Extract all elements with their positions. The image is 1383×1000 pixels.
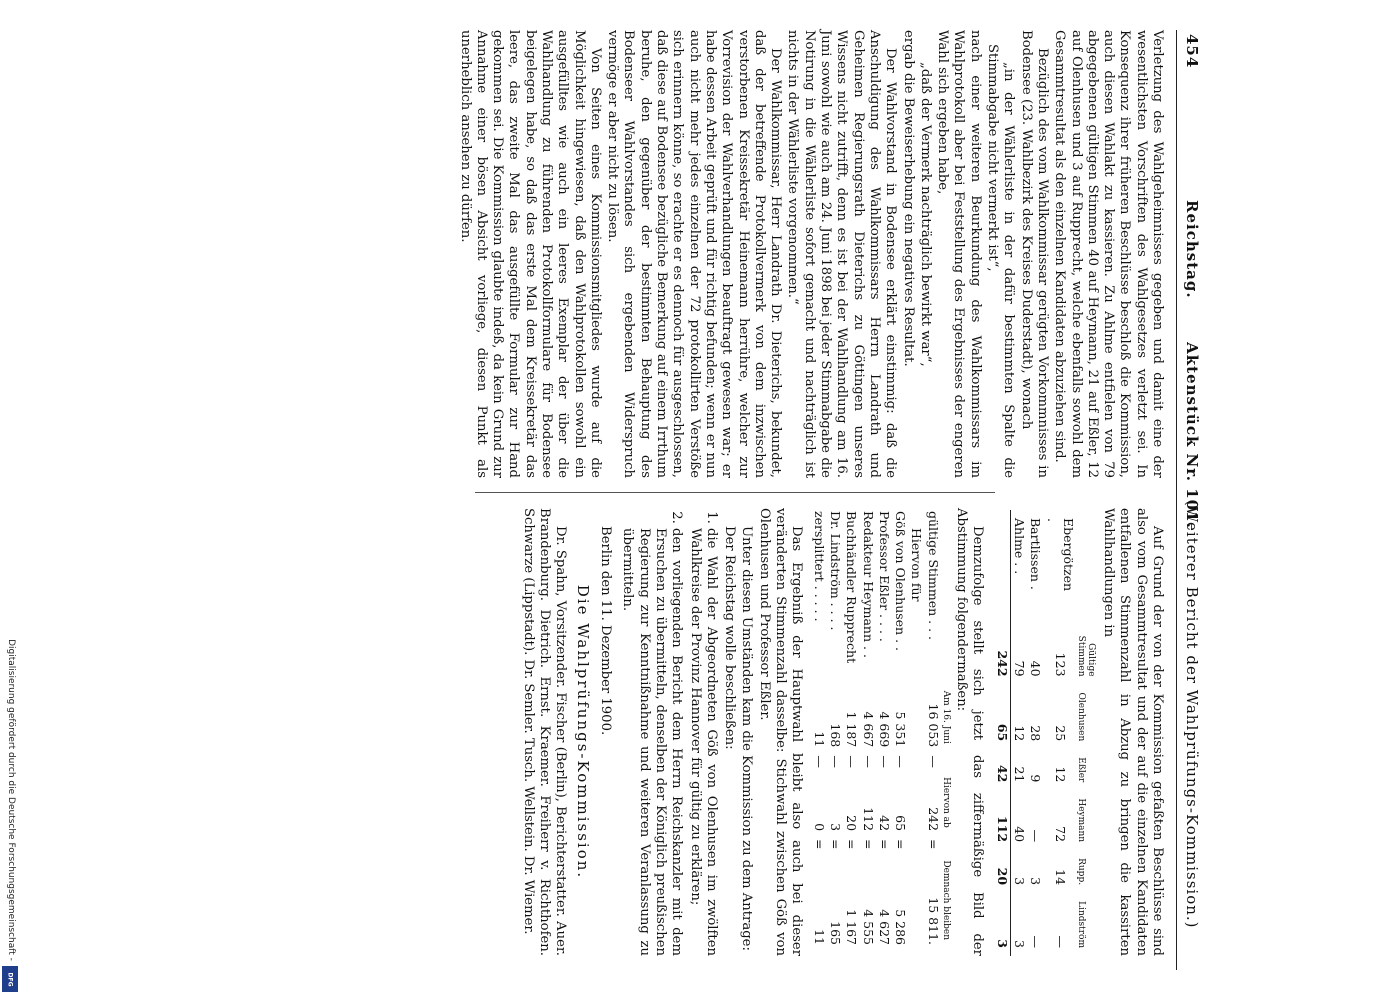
paragraph: Der Wahlkommissar, Herr Landrath Dr. Dieterichs, bekundet, daß der betreffende Protokollvermerk von dem inzwischen verstorbenen Kreissekretär Heinemann herrühre, welcher zur Vorrevision der Wahlverhandlungen beauftragt gewesen war; er habe dessen Arbeit geprüft und für richtig befunden; wenn er nun auch nicht mehr jedes einzelnen der 72 protokollirten Verstöße sich erinnern könne, so erachte er es dennoch für ausgeschlossen, daß diese auf Bodensee bezügliche Bemerkung auf einem Irrthum beruhe, den gegenüber der bestimmten Behauptung des Bodenseer Wahlvorstandes sich ergebenden Widerspruch vermöge er aber nicht zu lösen. [605,30,784,478]
table-row [892,508,908,948]
table-cell: 242 [925,807,941,832]
table-cell: — [1052,935,1068,948]
table-cell: Dr. Lindström . . . . [827,511,843,631]
paragraph: nach einer weiteren Beurkundung des Wahlkommissars im Wahlprotokoll aber bei Feststellung des Ergebnisses der engeren Wahl sich ergeben habe, [935,30,983,478]
document-page [285,30,1205,970]
table-cell: 28 [1028,725,1044,742]
table-row [1027,510,1043,956]
paragraph: Das Ergebniß der Hauptwahl bleibt also auch bei dieser veränderten Stimmenzahl dasselbe: Stichwahl zwischen Göß von Olenhusen und Professor Eßler. [756,508,805,956]
table-cell: 3 [1011,940,1027,948]
table-cell: 1 167 [844,909,860,945]
table-cell: 72 [1052,826,1068,843]
table-cell: = [844,838,860,850]
table-cell: — [827,755,843,768]
column-divider [475,492,995,493]
table-cell: — [925,755,941,768]
page-header [1176,30,1205,970]
table-cell: Bartlissen . [1028,518,1044,590]
table-cell: 40 [1028,660,1044,677]
table-row [924,508,940,948]
table-row [843,508,859,948]
table-cell: Buchhändler Rupprecht [844,511,860,664]
paragraph: Unter diesen Umständen kam die Kommission zu dem Antrage: [739,526,755,951]
dfg-logo-icon [2,966,18,992]
vote-table [993,510,1095,956]
table-row [1043,510,1076,956]
commission-title: Die Wahlprüfungs-Kommission. [573,584,592,880]
table-header: Eßler [1075,757,1086,783]
table-cell: 165 [827,921,843,945]
table-cell: 12 [1052,766,1068,783]
table-cell: 1 187 [844,711,860,748]
table-cell: 9 [1028,774,1044,783]
quotation: „daß der Vermerk nachträglich bewirkt war“, [917,62,933,367]
table-cell: 20 [844,815,860,832]
table-cell: = [925,838,941,850]
paragraph: Bezüglich des vom Wahlkommissar gerügten Vorkommnisses in Bodensee (23. Wahlbezirk des Kreises Duderstadt), wonach [1018,30,1050,478]
table-header [941,508,951,684]
table-cell: 14 [1052,869,1068,886]
table-cell: 0 [811,823,827,832]
table-cell: — [1028,935,1044,948]
table-cell: 4 667 [860,711,876,748]
header-title [1183,200,1201,529]
header-chamber: Reichstag. [1183,200,1201,299]
table-cell: — [876,755,892,768]
table-cell: 21 [1011,766,1027,783]
table-cell: 3 [1011,877,1027,886]
resolution-heading: Der Reichstag wolle beschließen: [722,526,738,750]
paragraph: Von Seiten eines Kommissionsmitgliedes wurde auf die Möglichkeit hingewiesen, daß den Wahlprotokollen sowohl ein ausgefülltes wie auch ein leeres Exemplar der über die Wahlhandlung zu führenden Protokollformulare für Bodensee beigelegen habe, so daß das erste Mal dem Kreissekretär das leere, das zweite Mal das ausgefüllte Formular zur Hand gekommen sei. Die Kommission glaubte indeß, da kein Grund zur Annahme einer bösen Absicht vorliege, diesen Punkt als unerheblich ansehen zu dürfen. [457,30,603,478]
count-table [810,508,950,948]
table-cell: 112 [993,790,1010,850]
table-row [876,508,892,948]
table-cell: Redakteur Heymann . . [860,511,876,658]
paragraph: ergab die Beweiserhebung ein negatives Resultat. [900,30,916,367]
table-cell: Ahlme . . [1011,518,1027,575]
table-cell: Göß von Olenhusen . . [893,511,909,651]
table-cell: 123 [1052,652,1068,677]
table-row [1010,510,1027,956]
date-line: Berlin den 11. Dezember 1900. [598,526,614,736]
table-row [810,508,826,948]
table-cell: 168 [827,723,843,748]
table-cell: = [811,838,827,850]
table-cell: — [860,755,876,768]
table-header: Am 16. Juni [940,690,951,744]
table-header: Heymann [1075,798,1086,843]
table-cell: 5 351 [893,711,909,748]
table-cell: 4 669 [876,711,892,748]
table-cell: 3 [827,823,843,832]
right-column [285,508,1165,956]
table-cell: = [827,838,843,850]
table-cell: Ebergötzen . [1044,518,1076,592]
table-header [941,834,951,852]
table-cell: 42 [993,749,1010,790]
digitization-credit [0,604,22,996]
table-cell: = [876,838,892,850]
table-header: Demnach bleiben [940,860,951,941]
table-cell: = [893,838,909,850]
resolution-list [619,508,719,956]
table-header: Rupp. [1075,858,1086,886]
page-number: 454 [1183,34,1201,69]
table-cell: 4 555 [860,909,876,945]
table-cell: 12 [1011,725,1027,742]
list-item: 1. die Wahl der Abgeordneten Göß von Olenhusen im zwölften Wahlkreise der Provinz Hannover für gültig zu erklären; [686,528,719,956]
table-cell: 15 811. [925,897,941,945]
table-header [1076,510,1096,604]
logo-text: DFG [6,971,14,987]
table-cell: — [811,755,827,768]
table-cell: — [1028,829,1044,843]
table-cell: Professor Eßler . . . . [876,511,892,642]
credit-text: Digitalisierung gefördert durch die Deutsche Forschungsgemeinschaft - [6,639,16,961]
table-cell: 20 [993,850,1010,893]
table-subheading: Hiervon für [909,528,925,602]
table-header: Lindström [1075,901,1086,948]
table-cell: — [893,755,909,768]
table-cell: 242 [993,604,1010,684]
table-cell: 79 [1011,660,1027,677]
table-cell: 11 [811,929,827,945]
table-sum-row [993,510,1010,956]
table-cell: 65 [893,815,909,832]
paragraph: Verletzung des Wahlgeheimnisses gegeben und damit eine der wesentlichsten Vorschriften des Wahlgesetzes verletzt sei. In Konsequenz ihrer früheren Beschlüsse beschloß die Kommission, auch diesen Wahlakt zu kassieren. Zu Ahlme entfielen von 79 abgegebenen gültigen Stimmen 40 auf Heymann, 21 auf Eßler, 12 auf Olenhusen und 3 auf Rupprecht, welche ebenfalls sowohl dem Gesammtresultat als den einzelnen Kandidaten abzuziehen sind. [1052,30,1165,478]
table-cell: 42 [876,815,892,832]
table-cell: 11 [811,731,827,748]
table-header: Hiervon ab [940,777,951,828]
paragraph: Der Wahlvorstand in Bodensee erklärt einstimmig: daß die Anschuldigung des Wahlkommissars Herrn Landrath und Geheimen Regierungsrath Dieterichs zu Göttingen unseres Wissens nicht zutrifft, denn es ist bei der Wahlhandlung am 16. Juni sowohl wie auch am 24. Juni 1898 bei jeder Stimmabgabe die Notirung in die Wählerliste sofort gemacht und nachträglich ist nichts in der Wählerliste vorgenommen.“ [785,30,899,478]
left-column [285,30,1165,478]
table-cell: 112 [860,807,876,832]
table-cell: 65 [993,685,1010,750]
list-item: 2. den vorliegenden Bericht dem Herrn Reichskanzler mit dem Ersuchen zu übermitteln, denselben der Königlich preußischen Regierung zur Kenntnißnahme und weiteren Veranlassung zu übermitteln. [619,528,684,956]
table-cell: 40 [1011,826,1027,843]
signers: Dr. Spahn, Vorsitzender. Fischer (Berlin), Berichterstatter. Auer. Brandenburg. Dietrich. Ernst. Kraemer. Freiherr v. Richthofen. Schwarze (Lippstadt). Dr. Semler. Tusch. Wellstein. Dr. Wiemer. [520,508,569,956]
header-document: Aktenstück Nr. 101. [1183,342,1201,529]
paragraph: Auf Grund der von der Kommission gefaßten Beschlüsse sind also vom Gesammtresultat und der auf die einzelnen Kandidaten entfallenen Stimmenzahl in Abzug zu bringen die kassirten Wahlhandlungen in [1101,508,1165,956]
table-cell: 3 [993,893,1010,956]
table-header [941,750,951,771]
table-cell: = [860,838,876,850]
table-header: Gültige Stimmen [1075,635,1096,677]
header-subtitle: (Weiterer Bericht der Wahlprüfungs-Kommission.) [1183,500,1201,929]
table-cell: 25 [1052,725,1068,742]
paragraph: Demzufolge stellt sich jetzt das ziffermäßige Bild der Abstimmung folgendermaßen: [954,508,986,956]
table-cell: zersplittert . . . . . [811,511,827,622]
quotation: „in der Wählerliste in der dafür bestimmten Spalte die Stimmabgabe nicht vermerkt ist“, [985,44,1017,478]
table-cell [993,510,1010,604]
table-cell: 3 [1028,877,1044,886]
table-cell: 5 286 [893,909,909,945]
table-cell: 16 053 [925,703,941,748]
table-cell: gültige Stimmen . . . [925,511,941,641]
table-cell: 4 627 [876,909,892,945]
table-header: Olenhusen [1075,692,1086,742]
table-row [859,508,875,948]
table-row [827,508,843,948]
table-cell: — [844,755,860,768]
